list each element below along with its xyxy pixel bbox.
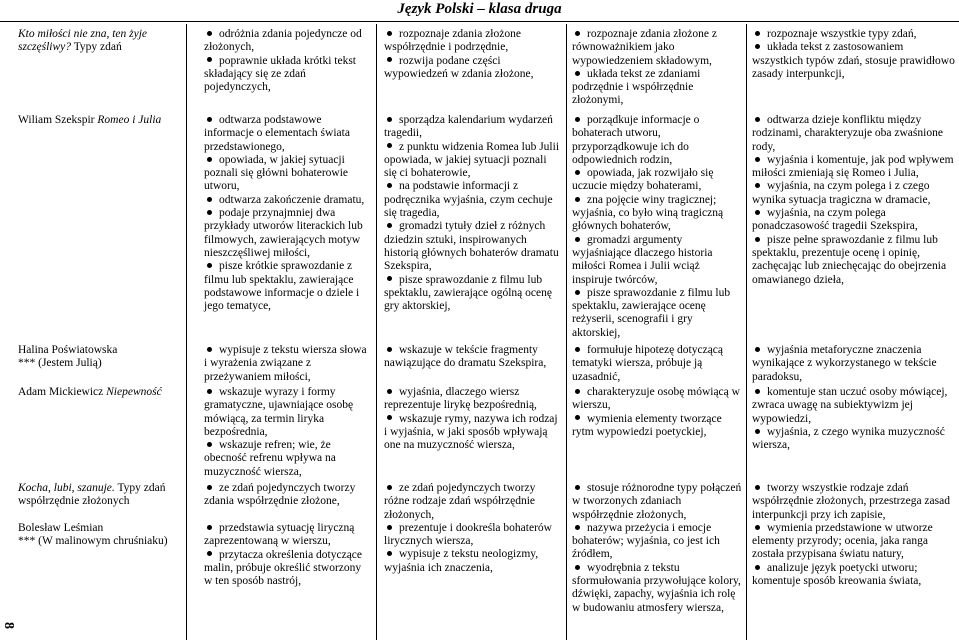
requirements-cell — [752, 482, 956, 588]
bullet-icon — [387, 31, 392, 36]
list-item — [572, 234, 742, 287]
bullet-icon — [575, 347, 580, 352]
requirement-text: odróżnia zdania pojedyncze od złożonych, — [204, 28, 362, 54]
requirement-text: pisze sprawozdanie z filmu lub spektaklu, zawierające ogólną ocenę gry aktorskiej, — [384, 273, 552, 313]
literary-title: Kocha, lubi, szanuje. — [18, 482, 115, 494]
requirement-text: rozwija podane części wypowiedzeń w zdania złożone, — [384, 54, 534, 80]
bullet-list — [384, 28, 562, 81]
requirement-text: formułuje hipotezę dotyczącą tematyki wiersza, próbuje ją uzasadnić, — [572, 344, 724, 383]
requirement-text: wyodrębnia z tekstu sformułowania przywołujące kolory, dźwięki, zapachy, wyjaśnia ich rolę w budowaniu atmosfery wiersza, — [572, 561, 741, 614]
bullet-list — [384, 114, 562, 313]
list-item — [572, 413, 742, 440]
bullet-icon — [207, 197, 212, 202]
list-item — [572, 167, 742, 194]
list-item — [752, 114, 956, 154]
requirements-cell — [384, 28, 562, 81]
column-divider — [566, 24, 567, 640]
bullet-list — [752, 344, 956, 384]
list-item — [572, 68, 742, 108]
bullet-icon — [575, 485, 580, 490]
requirements-cell — [572, 482, 742, 615]
bullet-icon — [755, 44, 760, 49]
requirements-cell — [384, 344, 562, 371]
list-item — [204, 260, 372, 313]
bullet-icon — [575, 117, 580, 122]
bullet-icon — [575, 525, 580, 530]
bullet-icon — [207, 551, 212, 556]
list-item — [204, 207, 372, 260]
requirements-cell — [204, 28, 372, 94]
topic-text: *** (W malinowym chruśniaku) — [18, 535, 168, 548]
bullet-icon — [207, 157, 212, 162]
requirement-text: podaje przynajmniej dwa przykłady utworów literackich lub filmowych, zawierających motyw nieszczęśliwej miłości, — [204, 207, 363, 259]
bullet-icon — [387, 183, 392, 188]
list-item — [572, 344, 742, 384]
bullet-icon — [755, 210, 760, 215]
bullet-list — [384, 482, 562, 575]
list-item — [204, 549, 372, 589]
requirement-text: pisze sprawozdanie z filmu lub spektaklu, zawierające ocenę reżyserii, scenografii i gry aktorskiej, — [572, 286, 731, 339]
requirements-cell — [384, 386, 562, 452]
bullet-icon — [207, 347, 212, 352]
requirements-cell — [572, 114, 742, 340]
list-item — [384, 220, 562, 273]
bullet-icon — [575, 565, 580, 570]
bullet-icon — [755, 31, 760, 36]
bullet-icon — [755, 117, 760, 122]
requirements-cell — [572, 344, 742, 384]
bullet-icon — [207, 485, 212, 490]
requirement-text: wyjaśnia metaforyczne znaczenia wynikające z wykorzystanego w tekście paradoksu, — [752, 344, 937, 383]
bullet-list — [572, 386, 742, 439]
list-item — [384, 548, 562, 575]
requirement-text: wyjaśnia, na czym polega i z czego wynika sytuacja tragiczna w dramacie, — [752, 180, 931, 206]
bullet-icon — [755, 389, 760, 394]
bullet-icon — [387, 276, 392, 281]
requirements-cell — [204, 344, 372, 384]
bullet-icon — [755, 157, 760, 162]
curriculum-table — [16, 24, 959, 640]
requirement-text: wyjaśnia, na czym polega ponadczasowość tragedii Szekspira, — [752, 207, 918, 233]
bullet-icon — [387, 389, 392, 394]
list-item — [572, 114, 742, 167]
list-item — [752, 426, 956, 453]
bullet-icon — [207, 57, 212, 62]
list-item — [572, 28, 742, 68]
list-item — [384, 55, 562, 82]
requirement-text: prezentuje i dookreśla bohaterów lirycznych wiersza, — [384, 521, 552, 548]
requirements-cell — [384, 482, 562, 575]
bullet-icon — [387, 223, 392, 228]
bullet-list — [204, 482, 372, 509]
requirement-text: zna pojęcie winy tragicznej; wyjaśnia, co było winą tragiczną głównych bohaterów, — [572, 193, 724, 233]
topic-text: Typy zdań współrzędnie złożonych — [18, 482, 166, 508]
bullet-list — [384, 344, 562, 371]
list-item — [752, 28, 956, 41]
list-item — [752, 344, 956, 384]
requirement-text: wskazuje wyrazy i formy gramatyczne, ujawniające osobę mówiącą, za termin liryka bezpośrednia, — [204, 386, 354, 438]
requirement-text: pisze krótkie sprawozdanie z filmu lub spektaklu, zawierające podstawowe informacje o dziele i jego tematyce, — [204, 260, 360, 313]
requirement-text: stosuje różnorodne typy połączeń w tworzonych zdaniach współrzędnie złożonych, — [572, 482, 742, 521]
requirement-text: porządkuje informacje o bohaterach utworu, przyporządkowuje ich do odpowiednich rodzin, — [572, 114, 700, 166]
requirements-cell — [752, 344, 956, 384]
bullet-list — [204, 114, 372, 313]
bullet-icon — [575, 389, 580, 394]
list-item — [204, 194, 372, 207]
requirement-text: komentuje stan uczuć osoby mówiącej, zwraca uwagę na subiektywizm jej wypowiedzi, — [752, 386, 948, 425]
requirement-text: wymienia elementy tworzące rytm wypowiedzi poetyckiej, — [572, 412, 722, 438]
header-rule — [0, 21, 959, 22]
requirement-text: gromadzi tytuły dzieł z różnych dziedzin sztuki, inspirowanych historią głównych bohaterów dramatu Szekspira, — [384, 220, 559, 273]
requirement-text: opowiada, w jakiej sytuacji poznali się główni bohaterowie utworu, — [204, 153, 349, 193]
list-item — [384, 180, 562, 220]
list-item — [384, 522, 562, 549]
bullet-icon — [387, 143, 392, 148]
column-divider — [746, 24, 747, 640]
requirements-cell — [384, 114, 562, 313]
bullet-icon — [575, 290, 580, 295]
bullet-icon — [207, 525, 212, 530]
page-number: 8 — [1, 622, 16, 629]
requirement-text: poprawnie układa krótki tekst składający się ze zdań pojedynczych, — [204, 54, 357, 94]
requirement-text: ze zdań pojedynczych tworzy zdania współrzędnie złożone, — [204, 482, 356, 508]
requirements-cell — [204, 114, 372, 313]
requirement-text: na podstawie informacji z podręcznika wyjaśnia, czym cechuje się tragedia, — [384, 180, 553, 220]
list-item — [752, 522, 956, 562]
list-item — [572, 386, 742, 413]
requirement-text: rozpoznaje zdania złożone współrzędnie i podrzędnie, — [384, 28, 521, 54]
list-item — [572, 194, 742, 234]
bullet-list — [572, 344, 742, 384]
topic-cell — [18, 344, 184, 371]
list-item — [572, 287, 742, 340]
list-item — [204, 439, 372, 479]
bullet-list — [752, 482, 956, 588]
topic-cell — [18, 386, 184, 399]
bullet-list — [752, 386, 956, 452]
column-divider — [376, 24, 377, 640]
requirement-text: układa tekst ze zdaniami podrzędnie i współrzędnie złożonymi, — [572, 67, 701, 107]
requirement-text: wskazuje rymy, nazywa ich rodzaj i wyjaśnia, w jaki sposób wpływają one na muzyczność wiersza, — [384, 412, 558, 452]
topic-text: *** (Jestem Julią) — [18, 357, 102, 370]
requirements-cell — [572, 28, 742, 108]
bullet-icon — [575, 237, 580, 242]
bullet-icon — [207, 117, 212, 122]
requirement-text: opowiada, jak rozwijało się uczucie między bohaterami, — [572, 167, 714, 193]
requirement-text: tworzy wszystkie rodzaje zdań współrzędnie złożonych, przestrzega zasad interpunkcji przy ich zapisie, — [752, 482, 950, 521]
bullet-list — [384, 386, 562, 452]
list-item — [752, 386, 956, 426]
requirement-text: analizuje język poetycki utworu; komentuje sposób kreowania świata, — [752, 561, 922, 588]
requirement-text: charakteryzuje osobę mówiącą w wierszu, — [572, 386, 740, 412]
column-divider — [186, 24, 187, 640]
bullet-list — [204, 386, 372, 479]
bullet-icon — [755, 525, 760, 530]
list-item — [572, 482, 742, 522]
literary-title: Kto miłości nie zna, ten żyje szczęśliwy? — [18, 28, 148, 54]
bullet-icon — [207, 442, 212, 447]
topic-cell — [18, 522, 184, 549]
page-header: Język Polski – klasa druga — [397, 1, 562, 17]
requirement-text: nazywa przeżycia i emocje bohaterów; wyjaśnia, co jest ich źródłem, — [572, 521, 720, 561]
requirements-cell — [204, 482, 372, 509]
list-item — [204, 55, 372, 95]
bullet-icon — [207, 389, 212, 394]
bullet-icon — [387, 551, 392, 556]
list-item — [752, 482, 956, 522]
bullet-list — [204, 522, 372, 588]
requirement-text: odtwarza zakończenie dramatu, — [219, 193, 365, 206]
bullet-icon — [207, 263, 212, 268]
list-item — [384, 28, 562, 55]
requirements-cell — [204, 522, 372, 588]
bullet-list — [752, 28, 956, 81]
requirement-text: z punktu widzenia Romea lub Julii opowiada, w jakiej sytuacji poznali się ci bohaterowie, — [384, 140, 560, 180]
list-item — [572, 562, 742, 615]
requirement-text: wymienia przedstawione w utworze elementy przyrody; ocenia, jaka ranga została przypisana światu natury, — [752, 521, 933, 561]
requirement-text: wskazuje w tekście fragmenty nawiązujące do dramatu Szekspira, — [384, 344, 547, 370]
list-item — [752, 207, 956, 234]
requirement-text: sporządza kalendarium wydarzeń tragedii, — [384, 114, 553, 140]
list-item — [384, 141, 562, 181]
bullet-icon — [387, 117, 392, 122]
bullet-list — [572, 482, 742, 615]
list-item — [752, 234, 956, 287]
requirement-text: wypisuje z tekstu neologizmy, wyjaśnia ich znaczenia, — [384, 548, 539, 574]
bullet-icon — [207, 210, 212, 215]
requirement-text: wypisuje z tekstu wiersza słowa i wyrażenia związane z przeżywaniem miłości, — [204, 344, 367, 383]
bullet-icon — [755, 429, 760, 434]
list-item — [204, 114, 372, 154]
requirements-cell — [572, 386, 742, 439]
list-item — [204, 386, 372, 439]
requirement-text: wskazuje refren; wie, że obecność refrenu wpływa na muzyczność wiersza, — [204, 439, 336, 478]
requirement-text: przedstawia sytuację liryczną zaprezentowaną w wierszu, — [204, 522, 355, 548]
list-item — [752, 41, 956, 81]
list-item — [384, 482, 562, 522]
list-item — [384, 274, 562, 314]
list-item — [752, 180, 956, 207]
topic-text: Halina Poświatowska — [18, 344, 118, 356]
bullet-icon — [207, 31, 212, 36]
list-item — [752, 562, 956, 589]
bullet-icon — [755, 183, 760, 188]
bullet-icon — [387, 57, 392, 62]
topic-cell — [18, 28, 184, 55]
topic-text: Typy zdań — [71, 41, 122, 54]
topic-text: Adam Mickiewicz — [18, 386, 107, 398]
requirement-text: gromadzi argumenty wyjaśniające dlaczego historia miłości Romea i Julii wciąż inspiruje twórców, — [572, 233, 713, 286]
requirement-text: ze zdań pojedynczych tworzy różne rodzaje zdań współrzędnie złożonych, — [384, 482, 536, 521]
list-item — [204, 154, 372, 194]
list-item — [384, 386, 562, 413]
bullet-icon — [575, 197, 580, 202]
list-item — [752, 154, 956, 181]
requirements-cell — [204, 386, 372, 479]
list-item — [384, 344, 562, 371]
bullet-icon — [575, 31, 580, 36]
list-item — [384, 114, 562, 141]
requirement-text: odtwarza podstawowe informacje o elementach świata przedstawionego, — [204, 114, 350, 153]
bullet-list — [572, 28, 742, 108]
requirements-cell — [752, 114, 956, 287]
requirement-text: pisze pełne sprawozdanie z filmu lub spektaklu, prezentuje ocenę i opinię, zachęcając lub zniechęcając do obejrzenia omawianego dzieła, — [752, 233, 947, 286]
requirement-text: przytacza określenia dotyczące malin, próbuje określić stworzony w ten sposób nastrój, — [204, 548, 363, 588]
list-item — [204, 482, 372, 509]
requirement-text: rozpoznaje wszystkie typy zdań, — [767, 28, 917, 40]
requirement-text: rozpoznaje zdania złożone z równoważnikiem jako wypowiedzeniem składowym, — [572, 28, 717, 67]
bullet-icon — [575, 415, 580, 420]
bullet-icon — [575, 71, 580, 76]
bullet-icon — [755, 347, 760, 352]
literary-title: Romeo i Julia — [97, 114, 162, 126]
bullet-icon — [755, 237, 760, 242]
requirement-text: wyjaśnia, z czego wynika muzyczność wiersza, — [752, 425, 945, 452]
bullet-icon — [755, 485, 760, 490]
topic-text: Bolesław Leśmian — [18, 522, 104, 534]
bullet-icon — [575, 170, 580, 175]
literary-title: Niepewność — [106, 386, 162, 398]
requirement-text: wyjaśnia, dlaczego wiersz reprezentuje lirykę bezpośrednią, — [384, 386, 537, 412]
list-item — [204, 28, 372, 55]
bullet-icon — [387, 347, 392, 352]
bullet-list — [752, 114, 956, 287]
bullet-list — [572, 114, 742, 340]
list-item — [204, 522, 372, 549]
topic-text: Wiliam Szekspir — [18, 114, 98, 126]
requirements-cell — [752, 28, 956, 81]
bullet-list — [204, 28, 372, 94]
topic-cell — [18, 482, 184, 509]
topic-cell — [18, 114, 184, 127]
list-item — [204, 344, 372, 384]
bullet-icon — [387, 525, 392, 530]
bullet-icon — [387, 415, 392, 420]
requirement-text: układa tekst z zastosowaniem wszystkich typów zdań, stosuje prawidłowo zasady interpunkcji, — [752, 41, 955, 80]
requirements-cell — [752, 386, 956, 452]
list-item — [384, 413, 562, 453]
requirement-text: odtwarza dzieje konfliktu między rodzinami, charakteryzuje oba zwaśnione rody, — [752, 114, 943, 153]
bullet-list — [204, 344, 372, 384]
bullet-icon — [387, 485, 392, 490]
list-item — [572, 522, 742, 562]
bullet-icon — [755, 565, 760, 570]
requirement-text: wyjaśnia i komentuje, jak pod wpływem miłości zmieniają się Romeo i Julia, — [752, 153, 954, 180]
